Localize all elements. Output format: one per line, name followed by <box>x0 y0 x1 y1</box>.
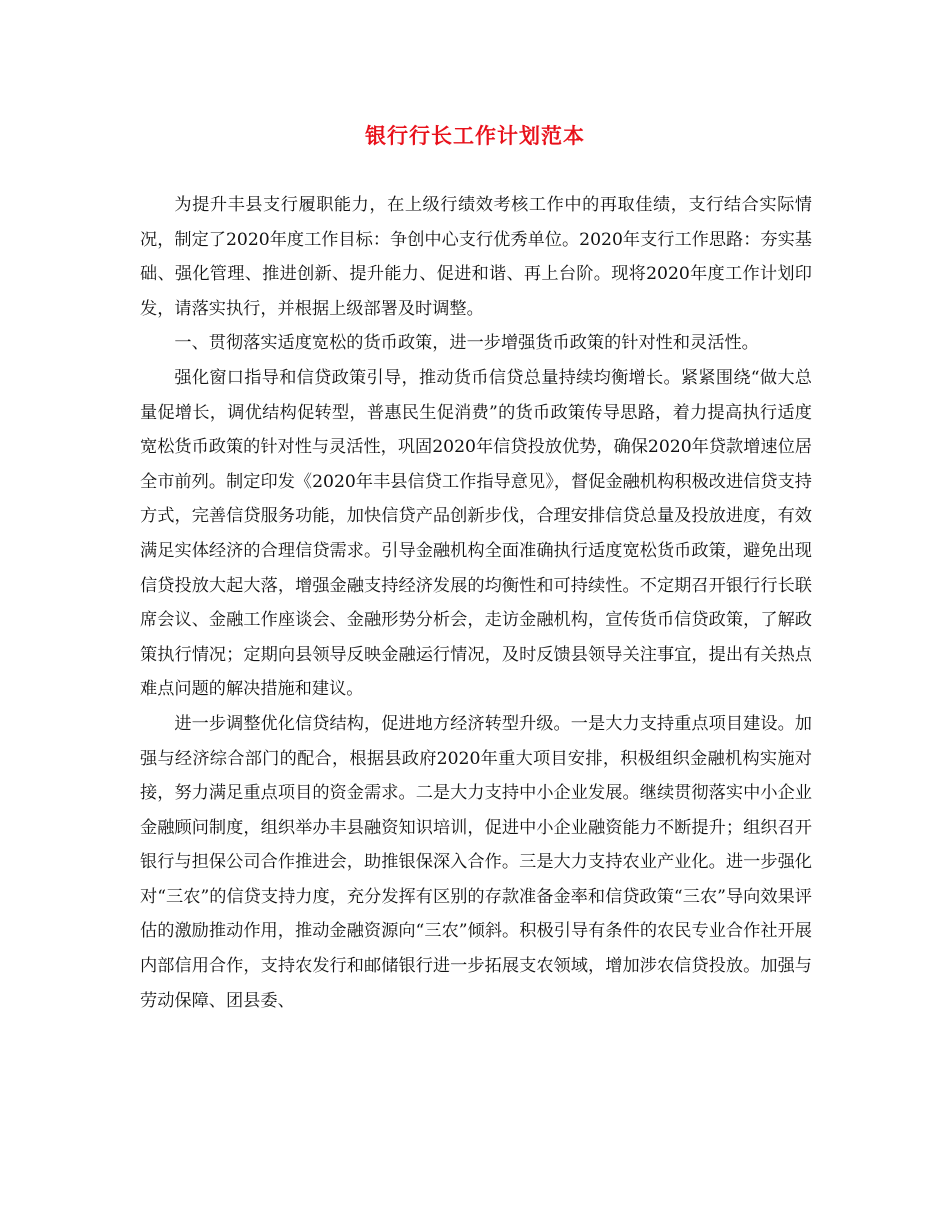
section-heading-1: 一、贯彻落实适度宽松的货币政策，进一步增强货币政策的针对性和灵活性。 <box>174 333 759 354</box>
paragraph-credit-guidance: 强化窗口指导和信贷政策引导，推动货币信贷总量持续均衡增长。紧紧围绕“做大总量促增长，调优结构促转型，普惠民生促消费”的货币政策传导思路，着力提高执行适度宽松货币政策的针对性与灵活性，巩固2020年信贷投放优势，确保2020年贷款增速位居全市前列。制定印发《2020年丰县信贷工作指导意见》，督促金融机构积极改进信贷支持方式，完善信贷服务功能，加快信贷产品创新步伐，合理安排信贷总量及投放进度，有效满足实体经济的合理信贷需求。引导金融机构全面准确执行适度宽松货币政策，避免出现信贷投放大起大落，增强金融支持经济发展的均衡性和可持续性。不定期召开银行行长联席会议、金融工作座谈会、金融形势分析会，走访金融机构，宣传货币信贷政策，了解政策执行情况；定期向县领导反映金融运行情况，及时反馈县领导关注事宜，提出有关热点难点问题的解决措施和建议。 <box>140 367 812 700</box>
document-title: 银行行长工作计划范本 <box>365 123 585 148</box>
paragraph-credit-structure: 进一步调整优化信贷结构，促进地方经济转型升级。一是大力支持重点项目建设。加强与经济综合部门的配合，根据县政府2020年重大项目安排，积极组织金融机构实施对接，努力满足重点项目的资金需求。二是大力支持中小企业发展。继续贯彻落实中小企业金融顾问制度，组织举办丰县融资知识培训，促进中小企业融资能力不断提升；组织召开银行与担保公司合作推进会，助推银保深入合作。三是大力支持农业产业化。进一步强化对“三农”的信贷支持力度，充分发挥有区别的存款准备金率和信贷政策“三农”导向效果评估的激励推动作用，推动金融资源向“三农”倾斜。积极引导有条件的农民专业合作社开展内部信用合作，支持农发行和邮储银行进一步拓展支农领域，增加涉农信贷投放。加强与劳动保障、团县委、 <box>140 713 812 1011</box>
document-body <box>140 188 812 1018</box>
paragraph-intro: 为提升丰县支行履职能力，在上级行绩效考核工作中的再取佳绩，支行结合实际情况，制定了2020年度工作目标：争创中心支行优秀单位。2020年支行工作思路：夯实基础、强化管理、推进创新、提升能力、促进和谐、再上台阶。现将2020年度工作计划印发，请落实执行，并根据上级部署及时调整。 <box>140 195 812 319</box>
